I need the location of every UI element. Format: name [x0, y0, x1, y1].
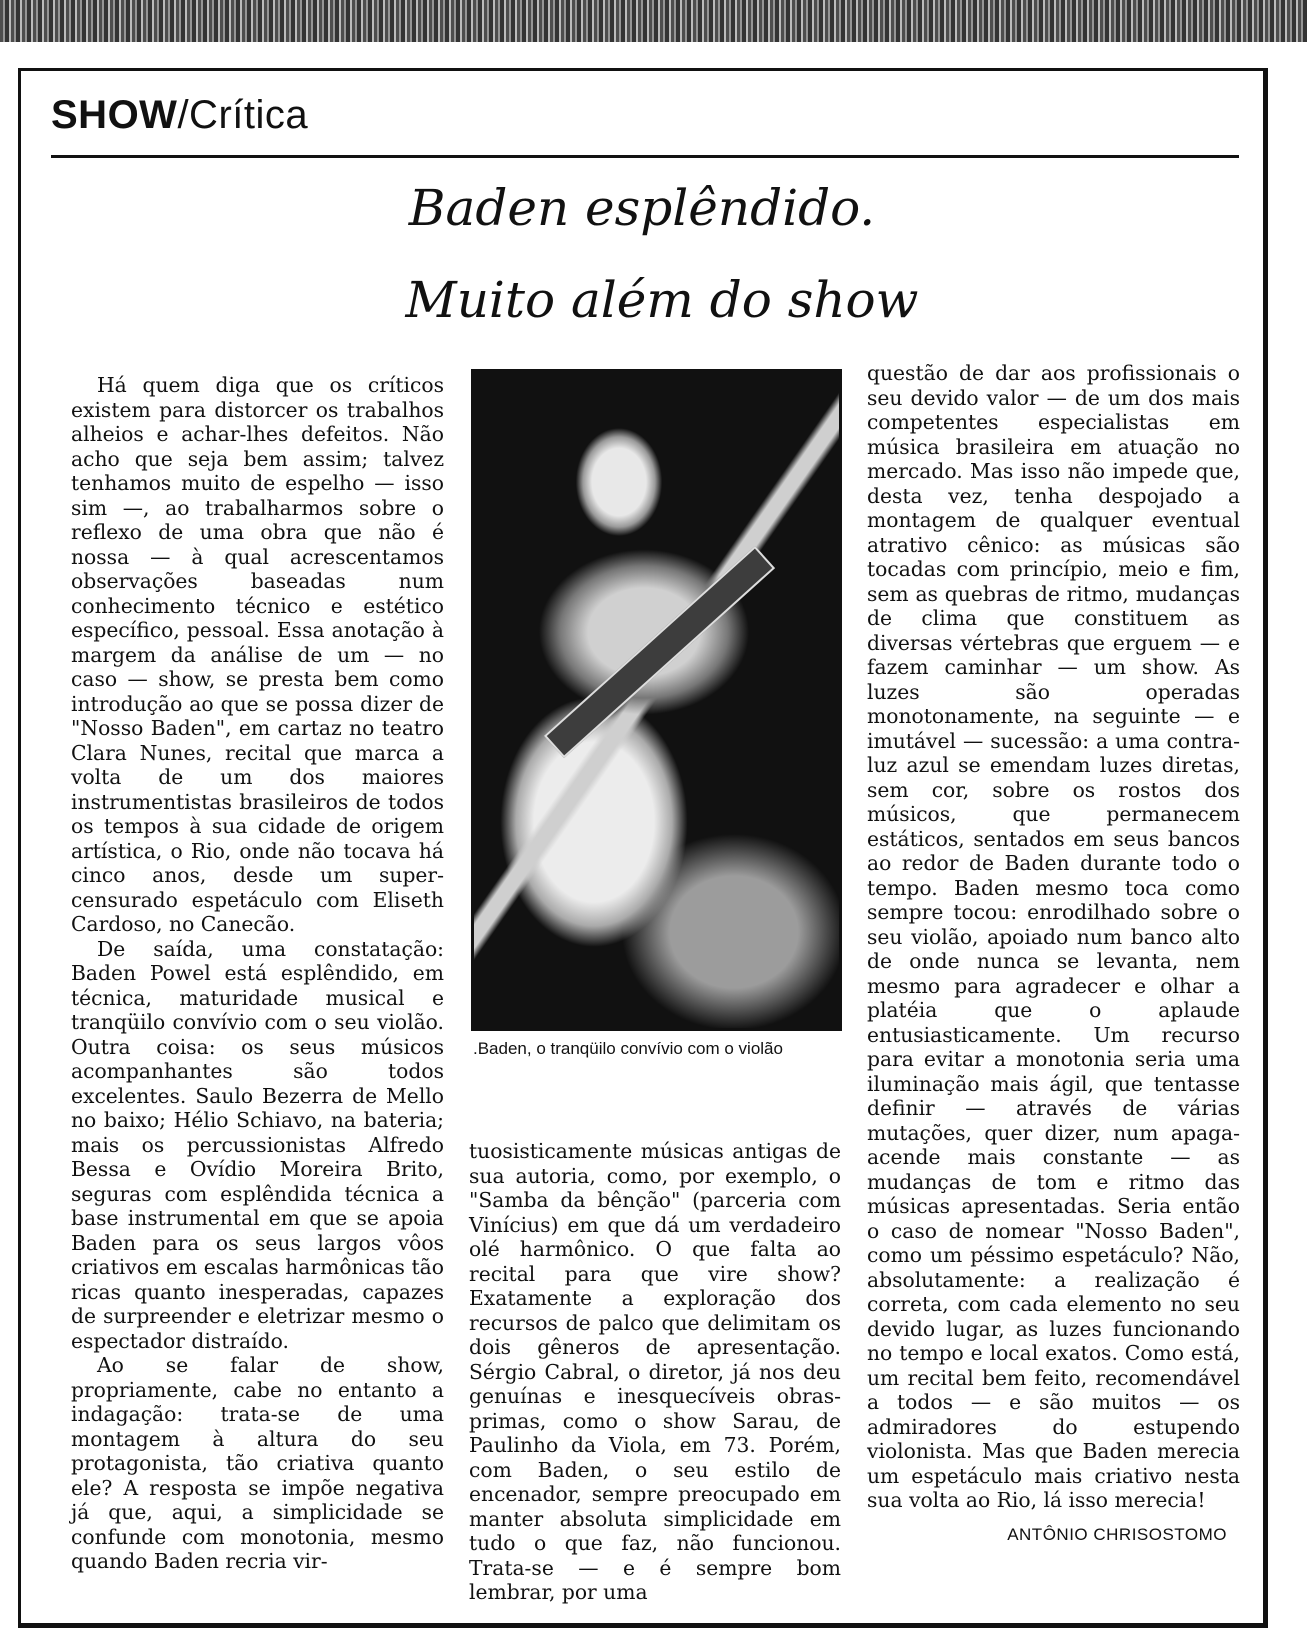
article-column-3 — [867, 361, 1240, 1513]
section-header — [51, 93, 308, 138]
headline-line-2: Muito além do show — [405, 271, 919, 329]
section-kicker: SHOW — [51, 93, 178, 137]
column-1-paragraph-1: Há quem diga que os críticos existem para distorcer os trabalhos alheios e achar-lhes defeitos. Não acho que seja bem assim; talvez tenhamos muito de espelho — isso sim —, ao trabalharmos sobre o reflexo de uma obra que não é nossa — à qual acrescentamos observações baseadas num conhecimento técnico e estético específico, pessoal. Essa anotação à margem da análise de um — no caso — show, se presta bem como introdução ao que se possa dizer de "Nosso Baden", em cartaz no teatro Clara Nunes, recital que marca a volta de um dos maiores instrumentistas brasileiros de todos os tempos à sua cidade de origem artística, o Rio, onde não tocava há cinco anos, desde um super-censurado espetáculo com Eliseth Cardoso, no Canecão. — [71, 373, 444, 936]
article-column-2 — [469, 1139, 841, 1605]
guitar-neck-shape — [544, 546, 775, 758]
newspaper-clipping — [18, 68, 1268, 1628]
column-2-paragraph-1: tuosisticamente músicas antigas de sua autoria, como, por exemplo, o "Samba da bênção" (parceria com Vinícius) em que dá um verdadeiro olé harmônico. O que falta ao recital para que vire show? Exatamente a exploração dos recursos de palco que delimitam os dois gêneros de apresentação. Sérgio Cabral, o diretor, já nos deu genuínas e inesquecíveis obras-primas, como o show Sarau, de Paulinho da Viola, em 73. Porém, com Baden, o seu estilo de encenador, sempre preocupado em manter absoluta simplicidade em tudo o que faz, não funcionou. Trata-se — e é sempre bom lembrar, por uma — [469, 1139, 841, 1604]
scan-top-edge — [0, 0, 1307, 42]
header-rule — [51, 155, 1239, 158]
author-byline: ANTÔNIO CHRISOSTOMO — [1007, 1525, 1227, 1544]
photo-caption: .Baden, o tranqüilo convívio com o violão — [473, 1039, 783, 1058]
photo-baden-guitar — [471, 369, 842, 1031]
article-column-1 — [71, 373, 444, 1574]
column-1-paragraph-2: De saída, uma constatação: Baden Powel está esplêndido, em técnica, maturidade musical e tranqüilo convívio com o seu violão. Outra coisa: os seus músicos acompanhantes são todos excelentes. Saulo Bezerra de Mello no baixo; Hélio Schiavo, na bateria; mais os percussionistas Alfredo Bessa e Ovídio Moreira Brito, seguras com esplêndida técnica a base instrumental em que se apoia Baden para os seus largos vôos criativos em escalas harmônicas tão ricas quanto inesperadas, capazes de surpreender e eletrizar mesmo o espectador distraído. — [71, 936, 444, 1353]
headline-line-1: Baden esplêndido. — [408, 179, 876, 237]
column-1-paragraph-3: Ao se falar de show, propriamente, cabe no entanto a indagação: trata-se de uma montagem à altura do seu protagonista, tão criativa quanto ele? A resposta se impõe negativa já que, aqui, a simplicidade se confunde com monotonia, mesmo quando Baden recria vir- — [71, 1353, 444, 1573]
section-subtitle: /Crítica — [177, 93, 309, 137]
column-3-paragraph-1: questão de dar aos profissionais o seu devido valor — de um dos mais competentes especialistas em música brasileira em atuação no mercado. Mas isso não impede que, desta vez, tenha despojado a montagem de qualquer eventual atrativo cênico: as músicas são tocadas com princípio, meio e fim, sem as quebras de ritmo, mudanças de clima que constituem as diversas vértebras que erguem — e fazem caminhar — um show. As luzes são operadas monotonamente, na seguinte — e imutável — sucessão: a uma contra-luz azul se emendam luzes diretas, sem cor, sobre os rostos dos músicos, que permanecem estáticos, sentados em seus bancos ao redor de Baden durante todo o tempo. Baden mesmo toca como sempre tocou: enrodilhado sobre o seu violão, apoiado num banco alto de onde nunca se levanta, nem mesmo para agradecer e olhar a platéia que o aplaude entusiasticamente. Um recurso para evitar a monotonia seria uma iluminação mais ágil, que tentasse definir — através de várias mutações, quer dizer, num apaga-acende mais constante — as mudanças de tom e ritmo das músicas apresentadas. Seria então o caso de nomear "Nosso Baden", como um péssimo espetáculo? Não, absolutamente: a realização é correta, com cada elemento no seu devido lugar, as luzes funcionando no tempo e local exatos. Como está, um recital bem feito, recomendável a todos — e são muitos — os admiradores do estupendo violonista. Mas que Baden merecia um espetáculo mais criativo nesta sua volta ao Rio, lá isso merecia! — [867, 361, 1240, 1512]
